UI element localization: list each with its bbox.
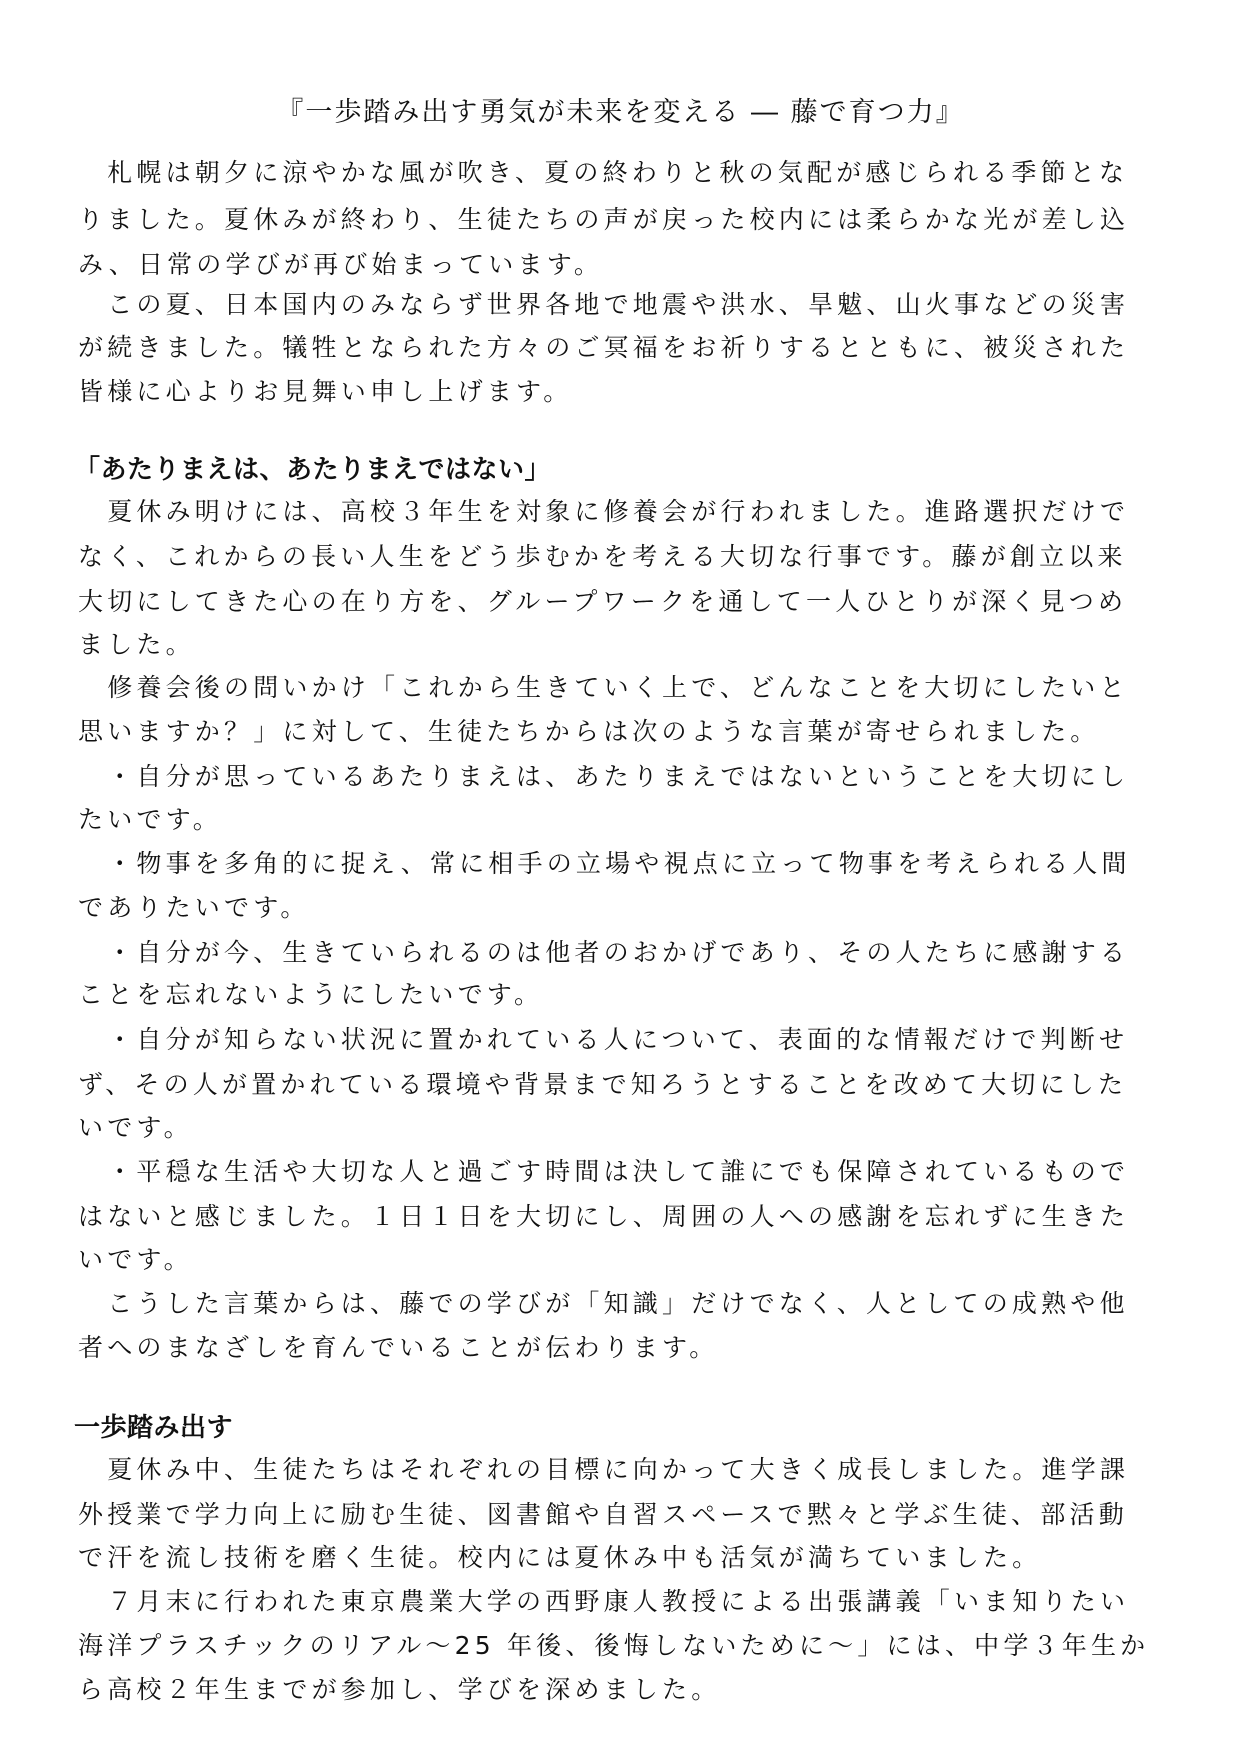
section-heading: 一歩踏み出す bbox=[74, 1413, 234, 1443]
body-text-line: 外授業で学力向上に励む生徒、図書館や自習スペースで黙々と学ぶ生徒、部活動 bbox=[78, 1500, 1128, 1529]
body-text-line: 海洋プラスチックのリアル～25 年後、後悔しないために～」には、中学３年生か bbox=[78, 1631, 1150, 1660]
document-title: 『一歩踏み出す勇気が未来を変える ― 藤で育つ力』 bbox=[276, 97, 965, 128]
body-text-line: ・自分が今、生きていられるのは他者のおかげであり、その人たちに感謝する bbox=[78, 938, 1130, 967]
body-text-line: この夏、日本国内のみならず世界各地で地震や洪水、旱魃、山火事などの災害 bbox=[78, 290, 1130, 319]
body-text-line: はないと感じました。１日１日を大切にし、周囲の人への感謝を忘れずに生きた bbox=[78, 1202, 1130, 1231]
body-text-line: 思いますか？」に対して、生徒たちからは次のような言葉が寄せられました。 bbox=[78, 717, 1100, 746]
body-text-line: たいです。 bbox=[78, 805, 223, 834]
body-text-line: いです。 bbox=[78, 1113, 193, 1142]
body-text-line: ・物事を多角的に捉え、常に相手の立場や視点に立って物事を考えられる人間 bbox=[78, 849, 1131, 878]
body-text-line: でありたいです。 bbox=[78, 893, 310, 922]
body-text-line: で汗を流し技術を磨く生徒。校内には夏休み中も活気が満ちていました。 bbox=[78, 1543, 1042, 1572]
body-text-line: こうした言葉からは、藤での学びが「知識」だけでなく、人としての成熟や他 bbox=[78, 1289, 1129, 1318]
body-text-line: 修養会後の問いかけ「これから生きていく上で、どんなことを大切にしたいと bbox=[78, 673, 1129, 702]
body-text-line: ことを忘れないようにしたいです。 bbox=[78, 980, 544, 1009]
body-text-line: いです。 bbox=[78, 1245, 193, 1274]
body-text-line: 大切にしてきた心の在り方を、グループワークを通して一人ひとりが深く見つめ bbox=[78, 587, 1128, 616]
body-text-line: りました。夏休みが終わり、生徒たちの声が戻った校内には柔らかな光が差し込 bbox=[78, 205, 1130, 234]
body-text-line: ました。 bbox=[78, 630, 195, 659]
body-text-line: が続きました。犠牲となられた方々のご冥福をお祈りするとともに、被災された bbox=[78, 333, 1130, 362]
body-text-line: ７月末に行われた東京農業大学の西野康人教授による出張講義「いま知りたい bbox=[78, 1587, 1130, 1616]
body-text-line: ・自分が思っているあたりまえは、あたりまえではないということを大切にし bbox=[78, 762, 1130, 791]
section-heading: 「あたりまえは、あたりまえではない」 bbox=[74, 455, 552, 485]
body-text-line: 札幌は朝夕に涼やかな風が吹き、夏の終わりと秋の気配が感じられる季節とな bbox=[78, 158, 1129, 187]
body-text-line: ず、その人が置かれている環境や背景まで知ろうとすることを改めて大切にした bbox=[78, 1070, 1128, 1099]
body-text-line: ら高校２年生までが参加し、学びを深めました。 bbox=[78, 1675, 721, 1704]
body-text-line: ・平穏な生活や大切な人と過ごす時間は決して誰にでも保障されているもので bbox=[78, 1157, 1130, 1186]
body-text-line: 夏休み中、生徒たちはそれぞれの目標に向かって大きく成長しました。進学課 bbox=[78, 1455, 1130, 1484]
body-text-line: 者へのまなざしを育んでいることが伝わります。 bbox=[78, 1333, 719, 1362]
body-text-line: ・自分が知らない状況に置かれている人について、表面的な情報だけで判断せ bbox=[78, 1025, 1129, 1054]
body-text-line: 皆様に心よりお見舞い申し上げます。 bbox=[78, 377, 573, 406]
body-text-line: み、日常の学びが再び始まっています。 bbox=[78, 250, 604, 279]
body-text-line: なく、これからの長い人生をどう歩むかを考える大切な行事です。藤が創立以来 bbox=[78, 542, 1127, 571]
body-text-line: 夏休み明けには、高校３年生を対象に修養会が行われました。進路選択だけで bbox=[78, 497, 1130, 526]
